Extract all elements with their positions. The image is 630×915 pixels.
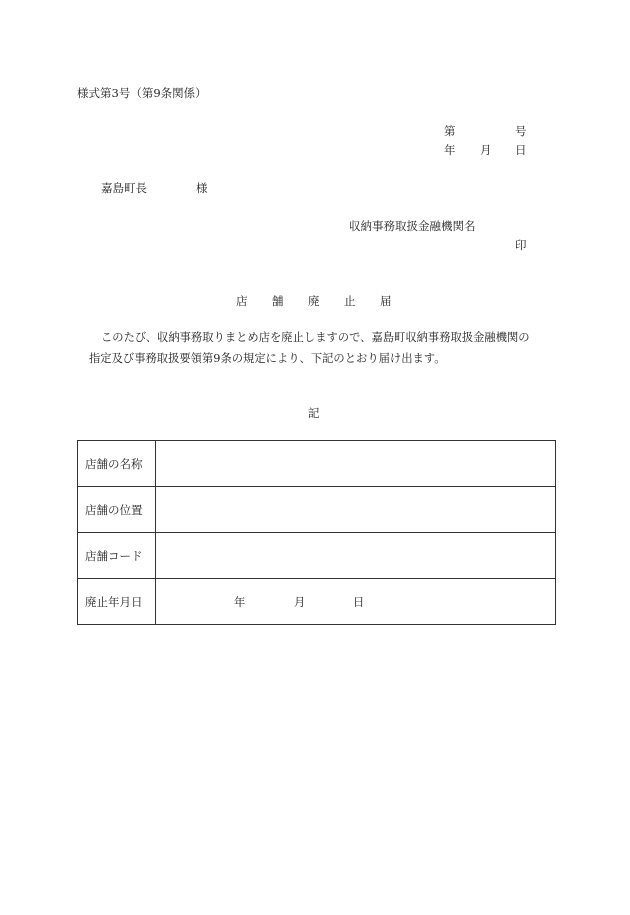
- sender-label: 収納事務取扱金融機関名: [349, 219, 476, 233]
- doc-number-go: 号: [515, 124, 527, 138]
- row-label: 店舗の名称: [78, 441, 156, 487]
- title-char: 止: [344, 294, 356, 308]
- table-row: [78, 533, 556, 579]
- doc-date-month: 月: [480, 143, 492, 157]
- row-label: 店舗の位置: [78, 487, 156, 533]
- body-paragraph-line: 指定及び事務取扱要領第9条の規定により、下記のとおり届け出ます。: [89, 352, 446, 365]
- title-char: 届: [380, 294, 392, 308]
- addressee-name: 嘉島町長: [101, 181, 147, 195]
- store-info-table: [77, 440, 556, 625]
- title-char: 舗: [272, 294, 284, 308]
- doc-date-year: 年: [444, 143, 456, 157]
- table-row: [78, 441, 556, 487]
- title-char: 店: [236, 294, 248, 308]
- row-label: 廃止年月日: [78, 579, 156, 625]
- store-code-field[interactable]: [155, 533, 555, 579]
- store-location-field[interactable]: [155, 487, 555, 533]
- date-day-unit: 日: [352, 595, 365, 609]
- title-char: 廃: [308, 294, 320, 308]
- date-year-unit: 年: [233, 595, 246, 609]
- closure-date-field[interactable]: [155, 579, 555, 625]
- row-label: 店舗コード: [78, 533, 156, 579]
- ki-label: 記: [308, 406, 320, 420]
- seal-mark: 印: [515, 238, 527, 252]
- body-paragraph-line: このたび、収納事務取りまとめ店を廃止しますので、嘉島町収納事務取扱金融機関の: [101, 331, 530, 344]
- doc-number-dai: 第: [444, 124, 456, 138]
- table-row: [78, 487, 556, 533]
- addressee-honorific: 様: [196, 181, 208, 195]
- doc-date-day: 日: [515, 143, 527, 157]
- store-name-field[interactable]: [155, 441, 555, 487]
- form-number: 様式第3号（第9条関係）: [77, 86, 207, 100]
- table-row: [78, 579, 556, 625]
- date-month-unit: 月: [293, 595, 306, 609]
